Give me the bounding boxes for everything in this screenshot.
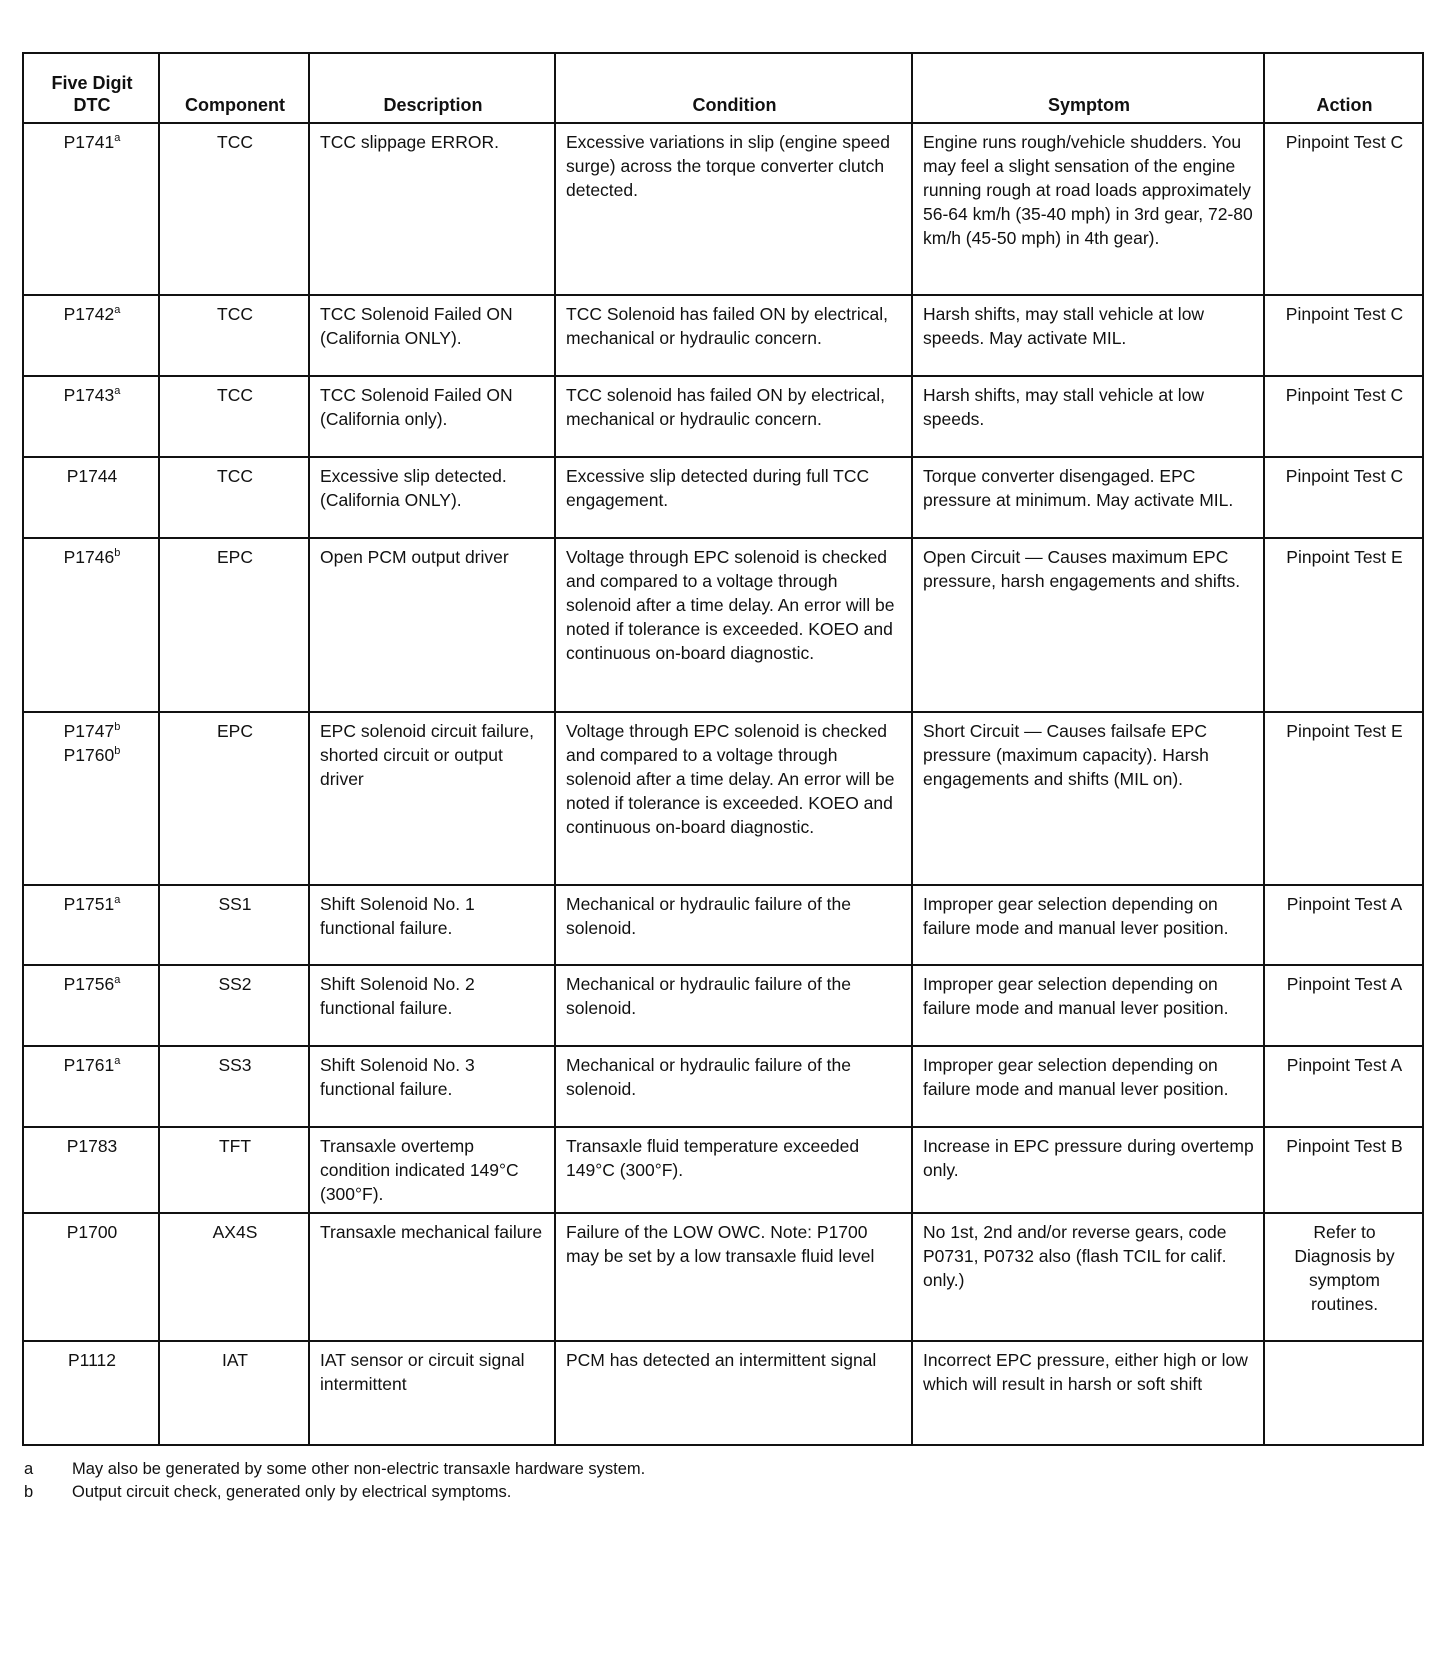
dtc-code-cell (23, 1213, 159, 1341)
condition-cell: Excessive variations in slip (engine speed surge) across the torque converter clutch detected. (555, 123, 912, 295)
symptom-cell: Harsh shifts, may stall vehicle at low speeds. May activate MIL. (912, 295, 1264, 376)
description-cell: Transaxle mechanical failure (309, 1213, 555, 1341)
dtc-code-cell (23, 376, 159, 457)
condition-cell: Excessive slip detected during full TCC engagement. (555, 457, 912, 538)
component-cell: TCC (159, 457, 309, 538)
header-action: Action (1264, 53, 1423, 123)
description-cell: TCC Solenoid Failed ON (California ONLY). (309, 295, 555, 376)
dtc-code (34, 302, 150, 326)
dtc-code (34, 719, 150, 743)
condition-cell: PCM has detected an intermittent signal (555, 1341, 912, 1445)
dtc-code-text: P1744 (66, 466, 118, 486)
table-row (23, 1046, 1423, 1127)
table-row (23, 1341, 1423, 1445)
dtc-code (34, 545, 150, 569)
dtc-code (34, 1053, 150, 1077)
symptom-cell: Improper gear selection depending on failure mode and manual lever position. (912, 885, 1264, 965)
symptom-cell: Short Circuit — Causes failsafe EPC pressure (maximum capacity). Harsh engagements and shifts (MIL on). (912, 712, 1264, 885)
component-cell: EPC (159, 538, 309, 712)
table-row (23, 712, 1423, 885)
dtc-code-cell (23, 123, 159, 295)
dtc-code-cell (23, 1341, 159, 1445)
dtc-code-text: P1751 (63, 894, 115, 914)
condition-cell: Voltage through EPC solenoid is checked and compared to a voltage through solenoid after a time delay. An error will be noted if tolerance is exceeded. KOEO and continuous on-board diagnostic. (555, 538, 912, 712)
footnote-key: a (24, 1460, 34, 1478)
symptom-cell: Open Circuit — Causes maximum EPC pressure, harsh engagements and shifts. (912, 538, 1264, 712)
dtc-code-text: P1743 (63, 385, 115, 405)
dtc-document (22, 52, 1422, 1504)
condition-cell: Transaxle fluid temperature exceeded 149°C (300°F). (555, 1127, 912, 1213)
dtc-code-text: P1742 (63, 304, 115, 324)
description-cell: TCC Solenoid Failed ON (California only). (309, 376, 555, 457)
footnote-marker: a (114, 974, 121, 987)
dtc-table (22, 52, 1424, 1446)
symptom-cell: Torque converter disengaged. EPC pressure at minimum. May activate MIL. (912, 457, 1264, 538)
symptom-cell: Incorrect EPC pressure, either high or low which will result in harsh or soft shift (912, 1341, 1264, 1445)
action-cell: Pinpoint Test A (1264, 965, 1423, 1046)
dtc-code (34, 383, 150, 407)
description-cell: EPC solenoid circuit failure, shorted circuit or output driver (309, 712, 555, 885)
dtc-code-cell (23, 295, 159, 376)
condition-cell: TCC solenoid has failed ON by electrical, mechanical or hydraulic concern. (555, 376, 912, 457)
header-symptom: Symptom (912, 53, 1264, 123)
table-row (23, 123, 1423, 295)
action-cell: Pinpoint Test A (1264, 885, 1423, 965)
table-row (23, 538, 1423, 712)
symptom-cell: Improper gear selection depending on failure mode and manual lever position. (912, 965, 1264, 1046)
component-cell: SS3 (159, 1046, 309, 1127)
dtc-code-text: P1741 (63, 132, 115, 152)
component-cell: SS1 (159, 885, 309, 965)
header-condition: Condition (555, 53, 912, 123)
footnote-marker: a (114, 304, 121, 317)
dtc-code-cell (23, 1046, 159, 1127)
dtc-code-text: P1760 (63, 745, 115, 765)
description-cell: Shift Solenoid No. 1 functional failure. (309, 885, 555, 965)
dtc-code (34, 1348, 150, 1372)
footnote-key: b (24, 1483, 34, 1501)
footnote-marker: b (114, 745, 121, 758)
action-cell (1264, 1341, 1423, 1445)
action-cell: Pinpoint Test B (1264, 1127, 1423, 1213)
dtc-code-cell (23, 965, 159, 1046)
symptom-cell: Harsh shifts, may stall vehicle at low speeds. (912, 376, 1264, 457)
condition-cell: Failure of the LOW OWC. Note: P1700 may be set by a low transaxle fluid level (555, 1213, 912, 1341)
table-row (23, 885, 1423, 965)
dtc-code-cell (23, 1127, 159, 1213)
dtc-code-text: P1112 (67, 1350, 116, 1370)
dtc-code-text: P1746 (63, 547, 115, 567)
component-cell: AX4S (159, 1213, 309, 1341)
footnote (22, 1458, 1422, 1481)
dtc-code-text: P1761 (63, 1055, 115, 1075)
footnote-marker: a (114, 132, 121, 145)
component-cell: IAT (159, 1341, 309, 1445)
header-row (23, 53, 1423, 123)
header-component: Component (159, 53, 309, 123)
footnote-marker: a (114, 385, 121, 398)
component-cell: SS2 (159, 965, 309, 1046)
action-cell: Refer to Diagnosis by symptom routines. (1264, 1213, 1423, 1341)
table-row (23, 295, 1423, 376)
table-row (23, 1213, 1423, 1341)
footnotes (22, 1458, 1422, 1504)
footnote-marker: b (114, 547, 121, 560)
dtc-code (34, 1134, 150, 1158)
dtc-code (34, 972, 150, 996)
component-cell: TCC (159, 295, 309, 376)
description-cell: Excessive slip detected. (California ONLY). (309, 457, 555, 538)
action-cell: Pinpoint Test C (1264, 123, 1423, 295)
condition-cell: Mechanical or hydraulic failure of the solenoid. (555, 965, 912, 1046)
action-cell: Pinpoint Test C (1264, 295, 1423, 376)
dtc-code (34, 130, 150, 154)
dtc-code-cell (23, 885, 159, 965)
table-row (23, 1127, 1423, 1213)
dtc-code-text: P1700 (66, 1222, 118, 1242)
condition-cell: Voltage through EPC solenoid is checked and compared to a voltage through solenoid after a time delay. An error will be noted if tolerance is exceeded. KOEO and continuous on-board diagnostic. (555, 712, 912, 885)
symptom-cell: Increase in EPC pressure during overtemp only. (912, 1127, 1264, 1213)
action-cell: Pinpoint Test A (1264, 1046, 1423, 1127)
dtc-code (34, 743, 150, 767)
footnote-marker: b (114, 721, 121, 734)
footnote-marker: a (114, 1055, 121, 1068)
header-five-digit-dtc: Five Digit DTC (23, 53, 159, 123)
component-cell: TCC (159, 123, 309, 295)
symptom-cell: Improper gear selection depending on failure mode and manual lever position. (912, 1046, 1264, 1127)
condition-cell: Mechanical or hydraulic failure of the solenoid. (555, 1046, 912, 1127)
dtc-code-cell (23, 538, 159, 712)
action-cell: Pinpoint Test C (1264, 376, 1423, 457)
dtc-code-cell (23, 457, 159, 538)
description-cell: Shift Solenoid No. 2 functional failure. (309, 965, 555, 1046)
condition-cell: TCC Solenoid has failed ON by electrical, mechanical or hydraulic concern. (555, 295, 912, 376)
dtc-code (34, 1220, 150, 1244)
component-cell: TFT (159, 1127, 309, 1213)
description-cell: Open PCM output driver (309, 538, 555, 712)
action-cell: Pinpoint Test E (1264, 712, 1423, 885)
description-cell: TCC slippage ERROR. (309, 123, 555, 295)
dtc-code-text: P1783 (66, 1136, 118, 1156)
action-cell: Pinpoint Test E (1264, 538, 1423, 712)
table-row (23, 457, 1423, 538)
symptom-cell: No 1st, 2nd and/or reverse gears, code P0731, P0732 also (flash TCIL for calif. only.) (912, 1213, 1264, 1341)
dtc-code (34, 892, 150, 916)
footnote-text: Output circuit check, generated only by electrical symptoms. (72, 1483, 512, 1501)
component-cell: EPC (159, 712, 309, 885)
component-cell: TCC (159, 376, 309, 457)
dtc-code-text: P1747 (63, 721, 115, 741)
dtc-code (34, 464, 150, 488)
description-cell: Transaxle overtemp condition indicated 149°C (300°F). (309, 1127, 555, 1213)
action-cell: Pinpoint Test C (1264, 457, 1423, 538)
footnote-text: May also be generated by some other non-electric transaxle hardware system. (72, 1460, 646, 1478)
table-row (23, 376, 1423, 457)
footnote (22, 1481, 1422, 1504)
header-description: Description (309, 53, 555, 123)
description-cell: Shift Solenoid No. 3 functional failure. (309, 1046, 555, 1127)
dtc-code-text: P1756 (63, 974, 115, 994)
description-cell: IAT sensor or circuit signal intermittent (309, 1341, 555, 1445)
footnote-marker: a (114, 894, 121, 907)
dtc-code-cell (23, 712, 159, 885)
condition-cell: Mechanical or hydraulic failure of the solenoid. (555, 885, 912, 965)
table-row (23, 965, 1423, 1046)
symptom-cell: Engine runs rough/vehicle shudders. You may feel a slight sensation of the engine running rough at road loads approximately 56-64 km/h (35-40 mph) in 3rd gear, 72-80 km/h (45-50 mph) in 4th gear). (912, 123, 1264, 295)
